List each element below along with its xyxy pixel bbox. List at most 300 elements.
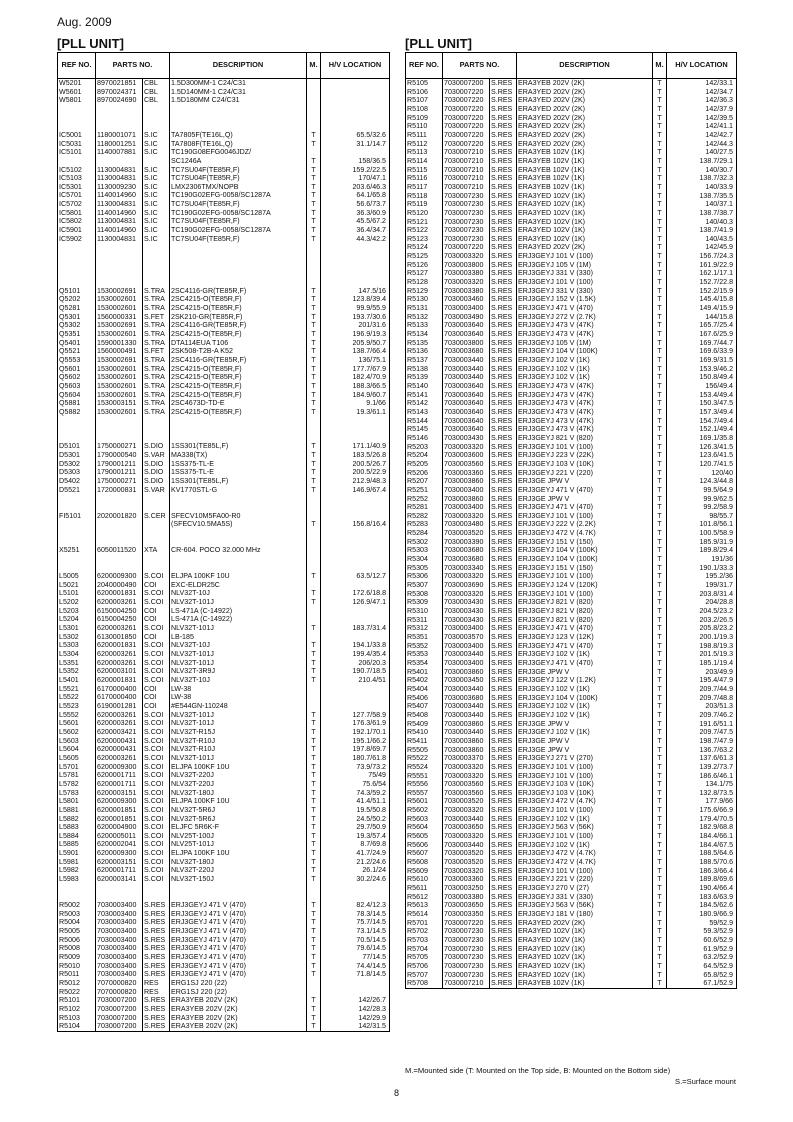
- table-row: [58, 261, 390, 270]
- cell-description: ERJ3GE JPW V: [517, 737, 653, 746]
- cell-description: ELJPA 100KF 10U: [170, 797, 307, 806]
- cell-ref-no: R5022: [58, 988, 96, 997]
- cell-mounted-side: T: [307, 304, 321, 313]
- cell-location: 183.6/63.9: [667, 893, 737, 902]
- cell-type: S.RES: [490, 780, 517, 789]
- cell-mounted-side: T: [653, 434, 667, 443]
- cell-mounted-side: T: [653, 598, 667, 607]
- table-row: [58, 269, 390, 278]
- cell-location: 186.3/66.4: [667, 867, 737, 876]
- cell-parts-no: 7030003340: [443, 564, 490, 573]
- cell-parts-no: 7030003440: [443, 356, 490, 365]
- cell-parts-no: 1530002601: [96, 330, 143, 339]
- table-row: [58, 313, 390, 322]
- cell-ref-no: Q5603: [58, 382, 96, 391]
- cell-mounted-side: T: [653, 867, 667, 876]
- table-row: [58, 434, 390, 443]
- cell-parts-no: 1560000491: [96, 347, 143, 356]
- cell-location: 19.3/57.4: [321, 832, 390, 841]
- cell-mounted-side: [307, 114, 321, 123]
- cell-description: ERJ3GEYJ 471 V (470): [517, 503, 653, 512]
- cell-mounted-side: T: [307, 391, 321, 400]
- cell-type: S.RES: [490, 633, 517, 642]
- cell-mounted-side: T: [307, 365, 321, 374]
- cell-location: 99.9/62.5: [667, 495, 737, 504]
- cell-parts-no: 7070000820: [96, 979, 143, 988]
- cell-parts-no: 1180001251: [96, 140, 143, 149]
- cell-type: S.RES: [490, 642, 517, 651]
- cell-mounted-side: T: [307, 356, 321, 365]
- cell-location: 61.9/52.9: [667, 945, 737, 954]
- cell-mounted-side: [307, 546, 321, 555]
- cell-ref-no: X5251: [58, 546, 96, 555]
- cell-mounted-side: T: [653, 209, 667, 218]
- cell-parts-no: 7030003860: [443, 737, 490, 746]
- table-row: [406, 650, 737, 659]
- table-row: [58, 1022, 390, 1031]
- cell-mounted-side: [307, 538, 321, 547]
- cell-mounted-side: T: [653, 832, 667, 841]
- cell-parts-no: 7030007230: [443, 192, 490, 201]
- cell-description: ERJ3GEYJ 101 V (100): [517, 590, 653, 599]
- cell-description: [170, 269, 307, 278]
- cell-type: S.DIO: [143, 460, 170, 469]
- cell-ref-no: R5612: [406, 893, 443, 902]
- cell-location: 169.6/33.9: [667, 347, 737, 356]
- cell-description: [170, 122, 307, 131]
- cell-type: [143, 278, 170, 287]
- cell-location: [321, 243, 390, 252]
- table-row: [406, 572, 737, 581]
- cell-type: S.RES: [490, 391, 517, 400]
- cell-parts-no: 1530002691: [96, 287, 143, 296]
- cell-description: NLV32T-220J: [170, 780, 307, 789]
- cell-location: 19.3/61.1: [321, 408, 390, 417]
- cell-description: ERJ3GEYJ 821 V (820): [517, 616, 653, 625]
- cell-type: S.COI: [143, 763, 170, 772]
- cell-location: 142/41.1: [667, 122, 737, 131]
- unit-title-left: [PLL UNIT]: [57, 36, 124, 51]
- cell-location: [321, 105, 390, 114]
- table-row: [58, 373, 390, 382]
- cell-location: 126.3/41.5: [667, 443, 737, 452]
- table-row: [406, 495, 737, 504]
- cell-description: LW-38: [170, 685, 307, 694]
- cell-parts-no: 7030007210: [443, 979, 490, 988]
- table-row: [406, 339, 737, 348]
- cell-description: NLV32T-101J: [170, 624, 307, 633]
- cell-mounted-side: T: [307, 408, 321, 417]
- cell-mounted-side: T: [307, 866, 321, 875]
- cell-description: ERA3YED 102V (1K): [517, 962, 653, 971]
- cell-parts-no: 7030003320: [443, 806, 490, 815]
- cell-ref-no: R5402: [406, 676, 443, 685]
- cell-type: S.COI: [143, 589, 170, 598]
- table-row: [58, 122, 390, 131]
- cell-type: S.RES: [143, 953, 170, 962]
- cell-mounted-side: [307, 693, 321, 702]
- table-row: [58, 494, 390, 503]
- cell-location: 203.6/46.3: [321, 183, 390, 192]
- cell-parts-no: 7030007210: [443, 183, 490, 192]
- cell-ref-no: R5117: [406, 183, 443, 192]
- cell-mounted-side: T: [653, 443, 667, 452]
- cell-description: NLV32T-10J: [170, 676, 307, 685]
- table-row: [58, 581, 390, 590]
- cell-type: S.RES: [490, 96, 517, 105]
- table-row: [406, 867, 737, 876]
- cell-parts-no: 7030003380: [443, 269, 490, 278]
- cell-mounted-side: T: [307, 217, 321, 226]
- cell-location: 30.2/24.6: [321, 875, 390, 884]
- cell-mounted-side: T: [307, 962, 321, 971]
- cell-description: ELJFC 5R6K-F: [170, 823, 307, 832]
- cell-location: 203/49.9: [667, 668, 737, 677]
- cell-location: 9.1/66: [321, 399, 390, 408]
- cell-parts-no: 7030003440: [443, 711, 490, 720]
- cell-description: ERA3YEB 102V (1K): [517, 979, 653, 988]
- cell-description: CR-604. POCO 32.000 MHz: [170, 546, 307, 555]
- cell-type: S.RES: [490, 278, 517, 287]
- cell-ref-no: Q5601: [58, 365, 96, 374]
- cell-ref-no: L5204: [58, 615, 96, 624]
- header-mounted-side: M.: [653, 53, 667, 79]
- table-row: [406, 884, 737, 893]
- cell-description: ERJ3GEYJ 471 V (470): [517, 659, 653, 668]
- table-row: [58, 200, 390, 209]
- cell-type: S.TRA: [143, 373, 170, 382]
- cell-ref-no: Q5602: [58, 373, 96, 382]
- cell-ref-no: L5981: [58, 858, 96, 867]
- cell-parts-no: 7030003860: [443, 720, 490, 729]
- table-row: [406, 607, 737, 616]
- cell-mounted-side: T: [653, 772, 667, 781]
- cell-ref-no: [58, 434, 96, 443]
- cell-parts-no: 7030003570: [443, 633, 490, 642]
- cell-description: ERJ3GEYJ 331 V (330): [517, 287, 653, 296]
- cell-description: [170, 278, 307, 287]
- cell-description: ERJ3GEYJ 102 V (1K): [517, 365, 653, 374]
- cell-parts-no: 1130009230: [96, 183, 143, 192]
- cell-type: S.COI: [143, 728, 170, 737]
- cell-description: [170, 564, 307, 573]
- cell-description: LW-38: [170, 693, 307, 702]
- cell-parts-no: 7030003680: [443, 555, 490, 564]
- cell-ref-no: L5882: [58, 815, 96, 824]
- cell-ref-no: R5139: [406, 373, 443, 382]
- table-row: [58, 771, 390, 780]
- cell-mounted-side: T: [653, 780, 667, 789]
- cell-description: ERJ3GEYJ 471 V (470): [170, 944, 307, 953]
- cell-location: 193.7/30.6: [321, 313, 390, 322]
- cell-type: S.RES: [490, 581, 517, 590]
- cell-type: S.DIO: [143, 442, 170, 451]
- cell-description: ERA3YED 102V (1K): [517, 209, 653, 218]
- table-row: [58, 157, 390, 166]
- cell-description: ERA3YED 202V (2K): [517, 88, 653, 97]
- cell-description: ERA3YEB 102V (1K): [517, 183, 653, 192]
- cell-ref-no: L5304: [58, 650, 96, 659]
- cell-type: S.RES: [490, 304, 517, 313]
- cell-ref-no: L5202: [58, 598, 96, 607]
- cell-mounted-side: T: [653, 849, 667, 858]
- cell-mounted-side: T: [653, 243, 667, 252]
- table-row: [406, 962, 737, 971]
- cell-description: DTA114EUA T106: [170, 339, 307, 348]
- cell-type: S.RES: [143, 918, 170, 927]
- cell-ref-no: R5130: [406, 295, 443, 304]
- cell-ref-no: R5702: [406, 927, 443, 936]
- table-row: [58, 780, 390, 789]
- cell-mounted-side: T: [307, 226, 321, 235]
- cell-description: 1SS375-TL-E: [170, 468, 307, 477]
- cell-parts-no: 7030007230: [443, 962, 490, 971]
- cell-parts-no: 7030003400: [96, 962, 143, 971]
- table-row: [406, 131, 737, 140]
- cell-mounted-side: T: [653, 469, 667, 478]
- cell-parts-no: 6200000431: [96, 737, 143, 746]
- cell-location: [321, 693, 390, 702]
- cell-description: ERG1SJ 220 (22): [170, 988, 307, 997]
- cell-location: 98/55.7: [667, 512, 737, 521]
- cell-ref-no: R5524: [406, 763, 443, 772]
- cell-type: S.IC: [143, 166, 170, 175]
- cell-ref-no: R5143: [406, 408, 443, 417]
- cell-ref-no: [58, 425, 96, 434]
- cell-mounted-side: T: [653, 823, 667, 832]
- cell-parts-no: 7030003400: [443, 304, 490, 313]
- table-row: [406, 901, 737, 910]
- cell-description: ERJ3GEYJ 221 V (220): [517, 875, 653, 884]
- cell-location: 140/27.5: [667, 148, 737, 157]
- cell-description: NLV32T-R15J: [170, 728, 307, 737]
- cell-parts-no: 6200003151: [96, 858, 143, 867]
- cell-description: ERA3YED 102V (1K): [517, 192, 653, 201]
- cell-parts-no: 7030007200: [96, 996, 143, 1005]
- table-row: [58, 996, 390, 1005]
- cell-parts-no: 7030003320: [443, 512, 490, 521]
- cell-description: #E544GN-110248: [170, 702, 307, 711]
- cell-parts-no: 7030003600: [443, 451, 490, 460]
- cell-mounted-side: T: [653, 607, 667, 616]
- table-row: [58, 88, 390, 97]
- cell-type: S.RES: [143, 944, 170, 953]
- cell-location: [321, 892, 390, 901]
- table-row: [406, 287, 737, 296]
- cell-ref-no: R5410: [406, 728, 443, 737]
- cell-mounted-side: T: [653, 910, 667, 919]
- table-row: [406, 685, 737, 694]
- table-row: [58, 866, 390, 875]
- cell-ref-no: Q5882: [58, 408, 96, 417]
- cell-parts-no: 7030003640: [443, 425, 490, 434]
- mounted-side-note: M.=Mounted side (T: Mounted on the Top side, B: Mounted on the Bottom side): [405, 1066, 671, 1075]
- cell-type: S.RES: [490, 520, 517, 529]
- table-row: [58, 988, 390, 997]
- table-row: [406, 945, 737, 954]
- cell-mounted-side: T: [653, 417, 667, 426]
- cell-location: 209.7/44.9: [667, 685, 737, 694]
- cell-mounted-side: T: [653, 642, 667, 651]
- cell-location: 74.3/59.2: [321, 789, 390, 798]
- cell-ref-no: R5131: [406, 304, 443, 313]
- cell-mounted-side: T: [653, 633, 667, 642]
- table-row: [406, 841, 737, 850]
- table-row: [58, 512, 390, 521]
- cell-description: ERJ3GEYJ 473 V (47K): [517, 321, 653, 330]
- cell-type: S.RES: [490, 218, 517, 227]
- cell-parts-no: 1530003151: [96, 399, 143, 408]
- cell-type: S.RES: [143, 927, 170, 936]
- cell-ref-no: R5706: [406, 962, 443, 971]
- cell-location: 139.2/73.7: [667, 763, 737, 772]
- cell-mounted-side: T: [653, 694, 667, 703]
- cell-description: NLV32T-R10J: [170, 737, 307, 746]
- table-row: [406, 772, 737, 781]
- cell-mounted-side: T: [653, 841, 667, 850]
- cell-type: S.RES: [490, 910, 517, 919]
- cell-type: S.COI: [143, 789, 170, 798]
- cell-location: 198.7/47.9: [667, 737, 737, 746]
- cell-description: [170, 105, 307, 114]
- cell-ref-no: L5884: [58, 832, 96, 841]
- cell-ref-no: R5118: [406, 192, 443, 201]
- cell-location: 195.2/36: [667, 572, 737, 581]
- cell-parts-no: [96, 884, 143, 893]
- table-row: [58, 425, 390, 434]
- cell-mounted-side: T: [653, 564, 667, 573]
- cell-ref-no: L5351: [58, 659, 96, 668]
- cell-ref-no: R5107: [406, 96, 443, 105]
- table-row: [58, 884, 390, 893]
- table-row: [406, 797, 737, 806]
- cell-mounted-side: T: [653, 979, 667, 988]
- cell-description: ERJ3GEYJ 473 V (47K): [517, 417, 653, 426]
- table-row: [406, 269, 737, 278]
- cell-location: 147.5/16: [321, 287, 390, 296]
- cell-description: TC7SU04F(TE85R,F): [170, 200, 307, 209]
- cell-location: [321, 425, 390, 434]
- cell-location: [321, 494, 390, 503]
- header-description: DESCRIPTION: [517, 53, 653, 79]
- cell-ref-no: L5521: [58, 685, 96, 694]
- cell-description: NLV32T-5R6J: [170, 806, 307, 815]
- cell-type: S.RES: [490, 754, 517, 763]
- cell-parts-no: 6130001850: [96, 633, 143, 642]
- cell-location: 152.1/49.4: [667, 425, 737, 434]
- table-row: [406, 815, 737, 824]
- cell-ref-no: R5132: [406, 313, 443, 322]
- cell-ref-no: R5122: [406, 226, 443, 235]
- cell-location: 182.9/68.8: [667, 823, 737, 832]
- cell-parts-no: 7030003680: [443, 694, 490, 703]
- cell-ref-no: Q5101: [58, 287, 96, 296]
- table-row: [58, 901, 390, 910]
- cell-description: LS-471A (C-14922): [170, 607, 307, 616]
- cell-location: 41.7/24.9: [321, 849, 390, 858]
- cell-description: ERJ3GEYJ 101 V (100): [517, 772, 653, 781]
- cell-location: 63.2/52.9: [667, 953, 737, 962]
- cell-description: ERJ3GEYJ 473 V (47K): [517, 330, 653, 339]
- cell-type: S.RES: [490, 469, 517, 478]
- cell-type: [143, 529, 170, 538]
- cell-location: 142/31.5: [321, 1022, 390, 1031]
- cell-location: [321, 114, 390, 123]
- cell-ref-no: Q5553: [58, 356, 96, 365]
- table-row: [58, 1014, 390, 1023]
- cell-mounted-side: T: [653, 166, 667, 175]
- cell-description: ERJ3GEYJ 104 V (100K): [517, 694, 653, 703]
- cell-parts-no: 6200001831: [96, 589, 143, 598]
- cell-description: ERA3YED 202V (2K): [517, 131, 653, 140]
- table-row: [58, 451, 390, 460]
- cell-ref-no: L5602: [58, 728, 96, 737]
- cell-mounted-side: T: [653, 330, 667, 339]
- cell-ref-no: [58, 892, 96, 901]
- cell-ref-no: [58, 243, 96, 252]
- cell-location: 212.9/48.3: [321, 477, 390, 486]
- cell-type: S.RES: [490, 295, 517, 304]
- cell-ref-no: R5009: [58, 953, 96, 962]
- cell-description: ERJ3GEYJ 473 V (47K): [517, 408, 653, 417]
- table-row: [58, 659, 390, 668]
- table-row: [406, 105, 737, 114]
- cell-mounted-side: T: [653, 806, 667, 815]
- cell-mounted-side: T: [307, 200, 321, 209]
- cell-mounted-side: T: [653, 477, 667, 486]
- cell-parts-no: 1140007881: [96, 148, 143, 157]
- cell-mounted-side: T: [653, 797, 667, 806]
- cell-type: RES: [143, 988, 170, 997]
- cell-parts-no: 7030003800: [443, 261, 490, 270]
- cell-location: 78.3/14.5: [321, 910, 390, 919]
- cell-location: 182.4/70.9: [321, 373, 390, 382]
- cell-description: ERJ3GEYJ 101 V (100): [517, 572, 653, 581]
- cell-parts-no: 7030007220: [443, 88, 490, 97]
- cell-parts-no: 7030003520: [443, 797, 490, 806]
- cell-mounted-side: T: [307, 815, 321, 824]
- table-row: [58, 607, 390, 616]
- cell-location: 189.8/29.4: [667, 546, 737, 555]
- table-row: [406, 503, 737, 512]
- cell-parts-no: 6200003261: [96, 650, 143, 659]
- cell-type: S.RES: [490, 659, 517, 668]
- cell-ref-no: IC5301: [58, 183, 96, 192]
- table-row: [406, 555, 737, 564]
- cell-parts-no: 7030003400: [96, 910, 143, 919]
- cell-parts-no: [96, 278, 143, 287]
- cell-mounted-side: T: [307, 1014, 321, 1023]
- cell-location: 184.9/60.7: [321, 391, 390, 400]
- cell-parts-no: 1590001330: [96, 339, 143, 348]
- cell-parts-no: [96, 529, 143, 538]
- table-row: [406, 399, 737, 408]
- cell-mounted-side: [307, 269, 321, 278]
- cell-mounted-side: T: [307, 858, 321, 867]
- table-row: [58, 702, 390, 711]
- cell-ref-no: R5606: [406, 841, 443, 850]
- cell-location: [321, 278, 390, 287]
- cell-description: ERJ3GEYJ 101 V (100): [517, 512, 653, 521]
- cell-description: EXC-ELDR25C: [170, 581, 307, 590]
- cell-parts-no: 6200003261: [96, 719, 143, 728]
- table-row: [58, 339, 390, 348]
- cell-location: [321, 96, 390, 105]
- cell-ref-no: [58, 105, 96, 114]
- cell-parts-no: 6170000400: [96, 685, 143, 694]
- cell-parts-no: 7030003520: [443, 529, 490, 538]
- cell-location: 140/43.5: [667, 235, 737, 244]
